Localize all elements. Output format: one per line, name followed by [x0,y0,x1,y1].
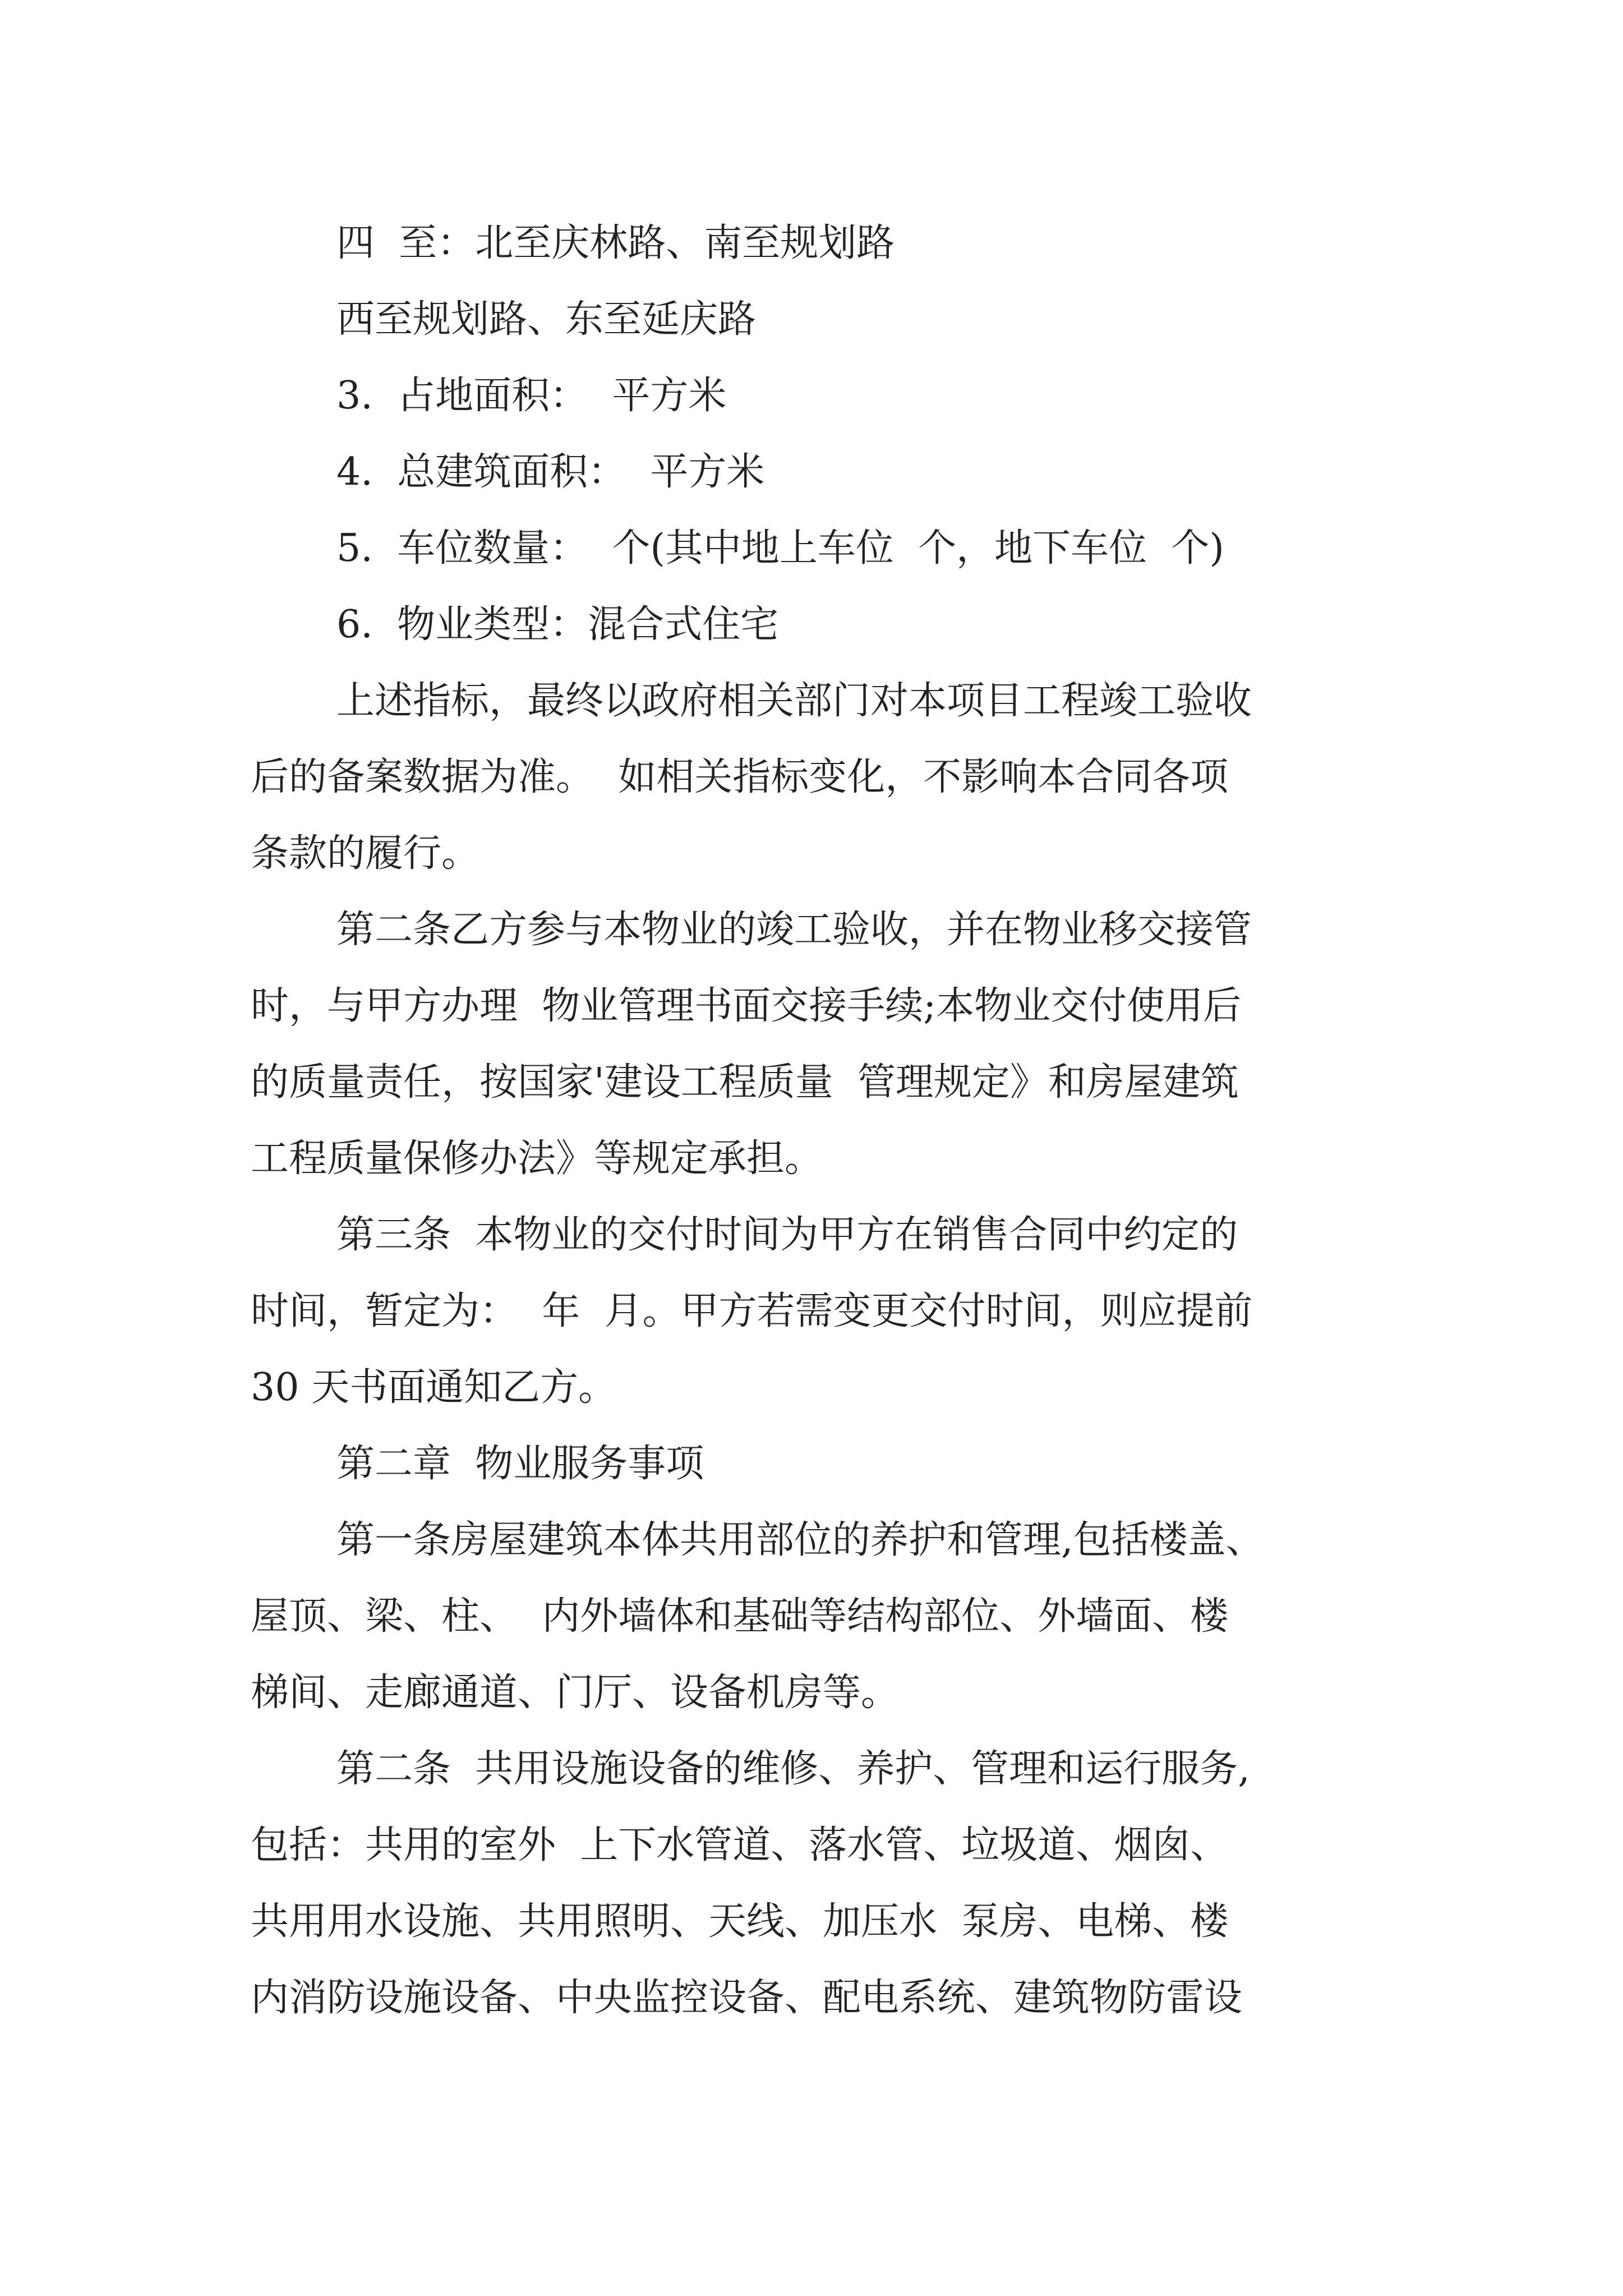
land-area-line: 3. 占地面积： 平方米 [336,374,727,418]
paragraph-line: 内消防设施设备、中央监控设备、配电系统、建筑物防雷设 [251,1976,1243,2020]
paragraph-line: 的质量责任，按国家'建设工程质量 管理规定》和房屋建筑 [251,1060,1239,1105]
paragraph-line: 梯间、走廊通道、门厅、设备机房等。 [251,1671,900,1715]
paragraph-line: 30 天书面通知乙方。 [251,1365,617,1410]
paragraph-line: 第一条房屋建筑本体共用部位的养护和管理,包括楼盖、 [336,1518,1264,1562]
boundary-line-1: 四 至：北至庆林路、南至规划路 [336,221,895,265]
paragraph-line: 后的备案数据为准。 如相关指标变化，不影响本合同各项 [251,755,1229,799]
paragraph-line: 上述指标，最终以政府相关部门对本项目工程竣工验收 [336,679,1252,723]
property-type-line: 6. 物业类型：混合式住宅 [336,602,779,647]
paragraph-line: 第二条乙方参与本物业的竣工验收，并在物业移交接管 [336,908,1252,952]
paragraph-line: 条款的履行。 [251,831,480,876]
boundary-line-2: 西至规划路、东至延庆路 [336,297,757,342]
parking-count-line: 5. 车位数量： 个(其中地上车位 个，地下车位 个) [336,526,1224,570]
floor-area-line: 4. 总建筑面积： 平方米 [336,450,765,494]
paragraph-line: 第三条 本物业的交付时间为甲方在销售合同中约定的 [336,1213,1238,1257]
paragraph-line: 包括：共用的室外 上下水管道、落水管、垃圾道、烟囱、 [251,1823,1229,1867]
paragraph-line: 屋顶、梁、柱、 内外墙体和基础等结构部位、外墙面、楼 [251,1594,1229,1639]
paragraph-line: 第二条 共用设施设备的维修、养护、管理和运行服务, [336,1747,1250,1791]
chapter-heading: 第二章 物业服务事项 [336,1442,704,1486]
paragraph-line: 工程质量保修办法》等规定承担。 [251,1137,823,1181]
paragraph-line: 时间，暂定为： 年 月。甲方若需变更交付时间，则应提前 [251,1289,1253,1333]
paragraph-line: 共用用水设施、共用照明、天线、加压水 泵房、电梯、楼 [251,1899,1229,1944]
paragraph-line: 时，与甲方办理 物业管理书面交接手续;本物业交付使用后 [251,984,1242,1028]
